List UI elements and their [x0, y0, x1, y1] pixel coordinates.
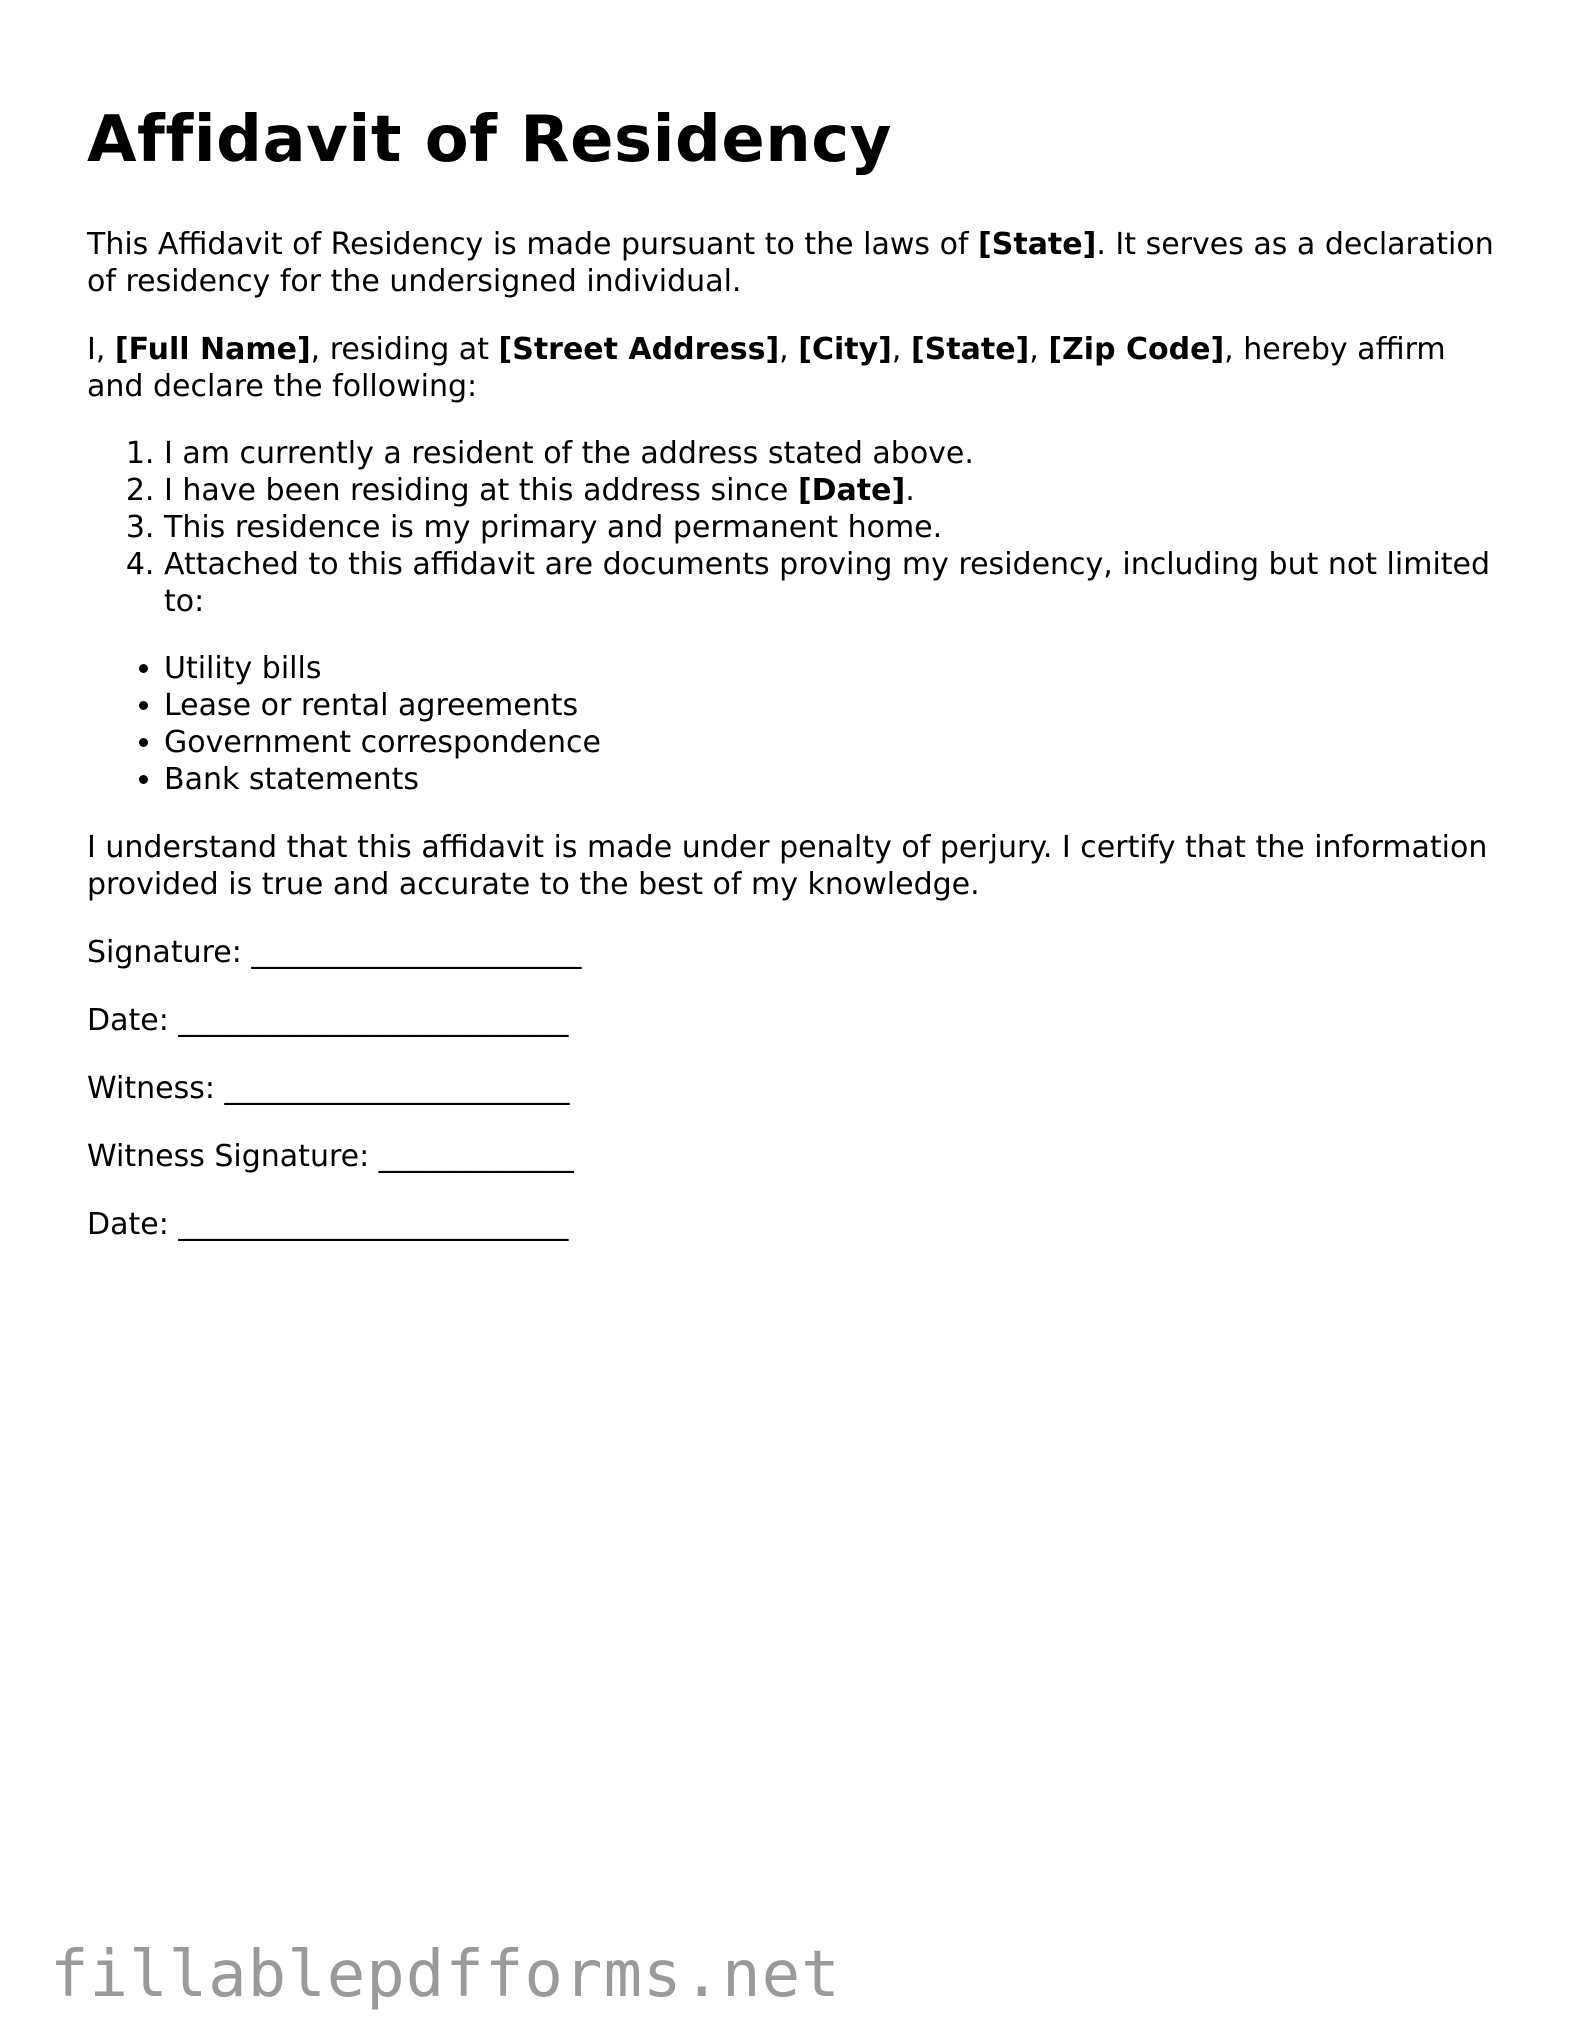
separator: ,: [1029, 332, 1049, 367]
declaration-suffix: , hereby affirm and declare the following:: [87, 332, 1446, 404]
street-address-placeholder: [Street Address]: [498, 332, 780, 367]
intro-paragraph: [87, 226, 1507, 300]
separator: ,: [891, 332, 911, 367]
zip-code-placeholder: [Zip Code]: [1048, 332, 1225, 367]
document-item: • Government correspondence: [164, 724, 1507, 761]
full-name-placeholder: [Full Name]: [114, 332, 311, 367]
state-placeholder: [State]: [978, 227, 1097, 262]
statement-item: [164, 472, 1507, 509]
date-field[interactable]: Date: __________________________: [87, 1003, 569, 1038]
statement-text: .: [905, 473, 915, 508]
statements-list: [87, 435, 1507, 620]
residing-at-text: , residing at: [310, 332, 499, 367]
state-placeholder: [State]: [910, 332, 1030, 367]
watermark-text: fillablepdfforms.net: [50, 1938, 841, 2012]
intro-text-1: This Affidavit of Residency is made pursuant to the laws of: [87, 227, 979, 262]
page-title: Affidavit of Residency: [87, 103, 892, 177]
document-item: • Bank statements: [164, 761, 1507, 798]
signature-field[interactable]: Signature: ______________________: [87, 935, 582, 970]
penalty-paragraph: I understand that this affidavit is made under penalty of perjury. I certify that the information provided is true and accurate to the best of my knowledge.: [87, 830, 1488, 902]
affidavit-page: [87, 95, 1507, 1243]
documents-list: [87, 650, 1507, 798]
document-item: • Lease or rental agreements: [164, 687, 1507, 724]
witness-signature-field[interactable]: Witness Signature: _____________: [87, 1139, 574, 1174]
declaration-paragraph: [87, 331, 1507, 405]
statement-text: I have been residing at this address since: [164, 473, 798, 508]
city-placeholder: [City]: [798, 332, 892, 367]
statement-item: 1. I am currently a resident of the address stated above.: [164, 435, 1507, 472]
declaration-prefix: I,: [87, 332, 115, 367]
intro-text-2: . It serves as a declaration of residency for the undersigned individual.: [87, 227, 1494, 299]
date-placeholder: [Date]: [797, 473, 906, 508]
witness-date-field[interactable]: Date: __________________________: [87, 1207, 569, 1242]
witness-field[interactable]: Witness: _______________________: [87, 1071, 570, 1106]
separator: ,: [779, 332, 799, 367]
statement-item: 4. Attached to this affidavit are documents proving my residency, including but not limited to:: [164, 546, 1507, 620]
document-item: • Utility bills: [164, 650, 1507, 687]
statement-item: 3. This residence is my primary and permanent home.: [164, 509, 1507, 546]
